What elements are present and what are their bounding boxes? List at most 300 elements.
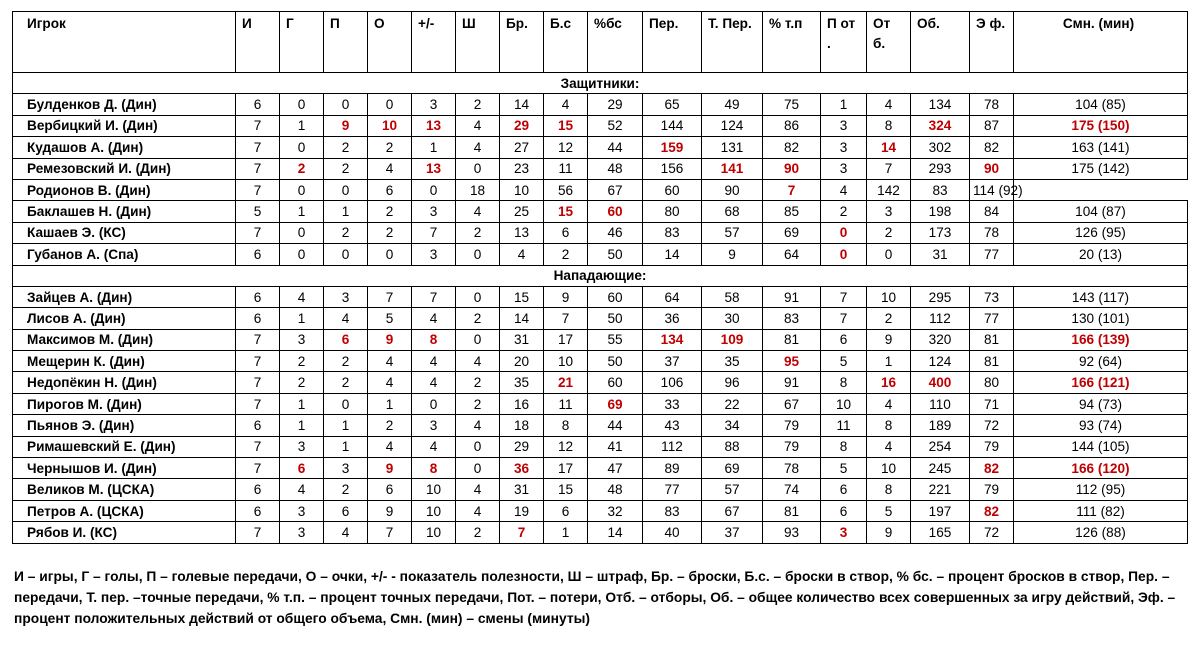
stat-cell: 2 (368, 201, 412, 222)
stat-cell: 44 (588, 137, 643, 158)
player-row (13, 351, 1188, 372)
stat-cell: 3 (324, 458, 368, 479)
header-shot-pct: %бс (588, 12, 643, 73)
stat-cell: 5 (867, 500, 911, 521)
stat-cell: 19 (500, 500, 544, 521)
stat-cell: 0 (324, 393, 368, 414)
stat-cell: 67 (763, 393, 821, 414)
stat-cell: 83 (911, 179, 970, 200)
stat-cell: 15 (544, 115, 588, 136)
stat-cell: 15 (544, 479, 588, 500)
stat-cell: 10 (544, 351, 588, 372)
stat-cell: 81 (970, 351, 1014, 372)
stat-cell: 2 (368, 222, 412, 243)
stat-cell: 7 (236, 137, 280, 158)
stat-cell: 4 (412, 436, 456, 457)
stat-cell: 6 (368, 479, 412, 500)
stat-cell: 4 (456, 351, 500, 372)
stat-cell: 7 (500, 522, 544, 543)
stat-cell: 60 (643, 179, 702, 200)
header-total-actions: Об. (911, 12, 970, 73)
stat-cell: 31 (911, 244, 970, 265)
stat-cell: 77 (970, 308, 1014, 329)
player-name: Ремезовский И. (Дин) (13, 158, 236, 179)
stat-cell: 112 (911, 308, 970, 329)
stat-cell: 15 (544, 201, 588, 222)
stat-cell: 90 (763, 158, 821, 179)
stat-cell: 7 (236, 329, 280, 350)
stat-cell: 302 (911, 137, 970, 158)
stat-cell: 5 (821, 351, 867, 372)
header-accurate-passes: Т. Пер. (702, 12, 763, 73)
stat-cell: 7 (236, 372, 280, 393)
stat-cell: 14 (588, 522, 643, 543)
stat-cell: 37 (643, 351, 702, 372)
stat-cell: 2 (456, 94, 500, 115)
stat-cell: 30 (702, 308, 763, 329)
stat-cell: 4 (544, 94, 588, 115)
stat-cell: 3 (280, 436, 324, 457)
stat-cell: 0 (821, 222, 867, 243)
stat-cell: 0 (867, 244, 911, 265)
stat-cell: 4 (456, 137, 500, 158)
stat-cell: 166 (139) (1014, 329, 1188, 350)
stat-cell: 36 (643, 308, 702, 329)
stat-cell: 4 (368, 158, 412, 179)
stat-cell: 6 (236, 286, 280, 307)
stat-cell: 198 (911, 201, 970, 222)
stat-cell: 93 (763, 522, 821, 543)
stat-cell: 8 (412, 329, 456, 350)
stat-cell: 4 (456, 415, 500, 436)
stat-cell: 11 (821, 415, 867, 436)
stat-cell: 88 (702, 436, 763, 457)
stat-cell: 20 (13) (1014, 244, 1188, 265)
stat-cell: 4 (867, 393, 911, 414)
stat-cell: 2 (324, 158, 368, 179)
player-name: Недопёкин Н. (Дин) (13, 372, 236, 393)
stat-cell: 67 (702, 500, 763, 521)
stat-cell: 1 (280, 393, 324, 414)
stat-cell: 134 (911, 94, 970, 115)
stat-cell: 10 (500, 179, 544, 200)
stat-cell: 64 (643, 286, 702, 307)
player-name: Вербицкий И. (Дин) (13, 115, 236, 136)
stat-cell: 7 (821, 286, 867, 307)
header-row (13, 12, 1188, 73)
player-row (13, 244, 1188, 265)
stat-cell: 9 (544, 286, 588, 307)
stat-cell: 6 (324, 500, 368, 521)
stat-cell: 81 (763, 329, 821, 350)
stat-cell: 0 (456, 458, 500, 479)
player-name: Пьянов Э. (Дин) (13, 415, 236, 436)
stat-cell: 10 (368, 115, 412, 136)
stat-cell: 4 (324, 308, 368, 329)
stat-cell: 29 (588, 94, 643, 115)
stat-cell: 29 (500, 436, 544, 457)
stat-cell: 0 (412, 393, 456, 414)
stat-cell: 0 (368, 244, 412, 265)
stat-cell: 6 (280, 458, 324, 479)
stat-cell: 5 (368, 308, 412, 329)
stat-cell: 25 (500, 201, 544, 222)
stat-cell: 130 (101) (1014, 308, 1188, 329)
stat-cell: 3 (280, 500, 324, 521)
stat-cell: 6 (544, 222, 588, 243)
stat-cell: 9 (324, 115, 368, 136)
section-title: Нападающие: (13, 265, 1188, 286)
player-name: Максимов М. (Дин) (13, 329, 236, 350)
stat-cell: 7 (867, 158, 911, 179)
stat-cell: 7 (821, 308, 867, 329)
stat-cell: 10 (867, 458, 911, 479)
stat-cell: 89 (643, 458, 702, 479)
stat-cell: 254 (911, 436, 970, 457)
stat-cell: 37 (702, 522, 763, 543)
stat-cell: 0 (280, 244, 324, 265)
stat-cell: 50 (588, 308, 643, 329)
header-penalty: Ш (456, 12, 500, 73)
stat-cell: 6 (368, 179, 412, 200)
stat-cell: 9 (702, 244, 763, 265)
stat-cell: 5 (821, 458, 867, 479)
stat-cell: 10 (412, 479, 456, 500)
stat-cell: 4 (280, 286, 324, 307)
stat-cell: 4 (867, 94, 911, 115)
stat-cell: 69 (763, 222, 821, 243)
stat-cell: 14 (500, 94, 544, 115)
stat-cell: 166 (121) (1014, 372, 1188, 393)
stat-cell: 400 (911, 372, 970, 393)
stat-cell: 18 (456, 179, 500, 200)
stat-cell: 3 (821, 115, 867, 136)
stat-cell: 74 (763, 479, 821, 500)
stat-cell: 8 (867, 479, 911, 500)
stat-cell: 90 (970, 158, 1014, 179)
stat-cell: 78 (970, 94, 1014, 115)
stat-cell: 3 (324, 286, 368, 307)
stat-cell: 75 (763, 94, 821, 115)
stat-cell: 9 (368, 329, 412, 350)
player-name: Кашаев Э. (КС) (13, 222, 236, 243)
stat-cell: 0 (456, 158, 500, 179)
player-name: Лисов А. (Дин) (13, 308, 236, 329)
stat-cell: 46 (588, 222, 643, 243)
header-games: И (236, 12, 280, 73)
player-name: Кудашов А. (Дин) (13, 137, 236, 158)
stat-cell: 4 (821, 179, 867, 200)
stat-cell: 29 (500, 115, 544, 136)
player-name: Мещерин К. (Дин) (13, 351, 236, 372)
stat-cell: 0 (324, 179, 368, 200)
player-name: Родионов В. (Дин) (13, 179, 236, 200)
header-efficiency: Э ф. (970, 12, 1014, 73)
stat-cell: 94 (73) (1014, 393, 1188, 414)
player-name: Баклашев Н. (Дин) (13, 201, 236, 222)
stat-cell: 4 (412, 351, 456, 372)
stat-cell: 293 (911, 158, 970, 179)
stat-cell: 2 (324, 222, 368, 243)
stat-cell: 7 (236, 458, 280, 479)
player-row (13, 393, 1188, 414)
header-points: О (368, 12, 412, 73)
stat-cell: 40 (643, 522, 702, 543)
stat-cell: 7 (368, 286, 412, 307)
stat-cell: 2 (456, 393, 500, 414)
player-row (13, 158, 1188, 179)
stat-cell: 50 (588, 351, 643, 372)
stat-cell: 0 (280, 222, 324, 243)
stat-cell: 79 (970, 436, 1014, 457)
stat-cell: 1 (280, 201, 324, 222)
player-name: Зайцев А. (Дин) (13, 286, 236, 307)
stat-cell: 2 (324, 479, 368, 500)
stat-cell: 4 (412, 308, 456, 329)
stat-cell: 112 (643, 436, 702, 457)
stat-cell: 13 (500, 222, 544, 243)
stat-cell: 175 (150) (1014, 115, 1188, 136)
stat-cell: 48 (588, 479, 643, 500)
stat-cell: 93 (74) (1014, 415, 1188, 436)
stat-cell: 3 (412, 415, 456, 436)
stat-cell: 245 (911, 458, 970, 479)
stat-cell: 23 (500, 158, 544, 179)
player-row (13, 500, 1188, 521)
stat-cell: 67 (588, 179, 643, 200)
stat-cell: 6 (821, 500, 867, 521)
header-plus-minus: +/- (412, 12, 456, 73)
stat-cell: 143 (117) (1014, 286, 1188, 307)
stat-cell: 3 (821, 137, 867, 158)
stat-cell: 124 (911, 351, 970, 372)
stat-cell: 86 (763, 115, 821, 136)
stat-cell: 0 (324, 244, 368, 265)
stat-cell: 81 (970, 329, 1014, 350)
stat-cell: 7 (236, 351, 280, 372)
stat-cell: 0 (456, 436, 500, 457)
player-row (13, 458, 1188, 479)
stat-cell: 91 (763, 372, 821, 393)
stat-cell: 84 (970, 201, 1014, 222)
stat-cell: 56 (544, 179, 588, 200)
stat-cell: 10 (821, 393, 867, 414)
stat-cell: 60 (588, 201, 643, 222)
section-title: Защитники: (13, 73, 1188, 94)
header-shots-on-goal: Б.с (544, 12, 588, 73)
stat-cell: 144 (643, 115, 702, 136)
stat-cell: 9 (867, 329, 911, 350)
stat-cell: 12 (544, 436, 588, 457)
stat-cell: 7 (763, 179, 821, 200)
stat-cell: 0 (280, 137, 324, 158)
stat-cell: 2 (867, 308, 911, 329)
stat-cell: 49 (702, 94, 763, 115)
player-row (13, 436, 1188, 457)
stat-cell: 2 (368, 415, 412, 436)
stat-cell: 33 (643, 393, 702, 414)
header-shots: Бр. (500, 12, 544, 73)
player-name: Великов М. (ЦСКА) (13, 479, 236, 500)
player-name: Пирогов М. (Дин) (13, 393, 236, 414)
stat-cell: 197 (911, 500, 970, 521)
stat-cell: 1 (867, 351, 911, 372)
stat-cell: 4 (412, 372, 456, 393)
stat-cell: 82 (763, 137, 821, 158)
stat-cell: 7 (368, 522, 412, 543)
stat-cell: 1 (280, 308, 324, 329)
stat-cell: 44 (588, 415, 643, 436)
stat-cell: 80 (643, 201, 702, 222)
stat-cell: 82 (970, 137, 1014, 158)
stat-cell: 21 (544, 372, 588, 393)
stat-cell: 4 (324, 522, 368, 543)
stats-body (13, 73, 1188, 544)
stat-cell: 79 (970, 479, 1014, 500)
stat-cell: 0 (821, 244, 867, 265)
stat-cell: 10 (412, 500, 456, 521)
stat-cell: 3 (867, 201, 911, 222)
stat-cell: 36 (500, 458, 544, 479)
player-row (13, 522, 1188, 543)
stat-cell: 65 (643, 94, 702, 115)
stat-cell: 7 (236, 522, 280, 543)
stat-cell: 126 (88) (1014, 522, 1188, 543)
stat-cell: 6 (821, 479, 867, 500)
stat-cell: 175 (142) (1014, 158, 1188, 179)
stat-cell: 13 (412, 115, 456, 136)
stat-cell: 7 (236, 393, 280, 414)
player-row (13, 201, 1188, 222)
stat-cell: 77 (970, 244, 1014, 265)
stat-cell: 1 (821, 94, 867, 115)
stat-cell: 50 (588, 244, 643, 265)
stat-cell: 8 (412, 458, 456, 479)
stat-cell: 87 (970, 115, 1014, 136)
stat-cell: 27 (500, 137, 544, 158)
stat-cell: 11 (544, 393, 588, 414)
stat-cell: 2 (280, 372, 324, 393)
player-row (13, 479, 1188, 500)
stat-cell: 60 (588, 372, 643, 393)
stat-cell: 72 (970, 522, 1014, 543)
stat-cell: 4 (456, 479, 500, 500)
stat-cell: 6 (236, 500, 280, 521)
stat-cell: 1 (324, 436, 368, 457)
stat-cell: 3 (412, 94, 456, 115)
stat-cell: 2 (280, 351, 324, 372)
player-name: Чернышов И. (Дин) (13, 458, 236, 479)
section-header-row (13, 265, 1188, 286)
stat-cell: 109 (702, 329, 763, 350)
stat-cell: 17 (544, 458, 588, 479)
stat-cell: 6 (236, 479, 280, 500)
player-row (13, 115, 1188, 136)
stat-cell: 4 (500, 244, 544, 265)
player-row (13, 286, 1188, 307)
player-row (13, 308, 1188, 329)
stat-cell: 73 (970, 286, 1014, 307)
stat-cell: 6 (236, 244, 280, 265)
stat-cell: 96 (702, 372, 763, 393)
stat-cell: 83 (643, 222, 702, 243)
stat-cell: 58 (702, 286, 763, 307)
stat-cell: 69 (702, 458, 763, 479)
header-losses: П от . (821, 12, 867, 73)
stat-cell: 4 (867, 436, 911, 457)
stat-cell: 82 (970, 500, 1014, 521)
stat-cell: 7 (236, 158, 280, 179)
stat-cell: 6 (324, 329, 368, 350)
stat-cell: 41 (588, 436, 643, 457)
player-name: Римашевский Е. (Дин) (13, 436, 236, 457)
stat-cell: 47 (588, 458, 643, 479)
stat-cell: 57 (702, 479, 763, 500)
stat-cell: 7 (412, 286, 456, 307)
stat-cell: 2 (867, 222, 911, 243)
stat-cell: 3 (821, 522, 867, 543)
stat-cell: 2 (324, 372, 368, 393)
stat-cell: 95 (763, 351, 821, 372)
stat-cell: 189 (911, 415, 970, 436)
stat-cell: 14 (643, 244, 702, 265)
stat-cell: 8 (867, 115, 911, 136)
stat-cell: 20 (500, 351, 544, 372)
stat-cell: 43 (643, 415, 702, 436)
stat-cell: 3 (280, 522, 324, 543)
stat-cell: 110 (911, 393, 970, 414)
stat-cell: 2 (324, 137, 368, 158)
stat-cell: 114 (92) (970, 179, 1014, 200)
stat-cell: 15 (500, 286, 544, 307)
stat-cell: 32 (588, 500, 643, 521)
stat-cell: 1 (280, 115, 324, 136)
stat-cell: 2 (456, 308, 500, 329)
stat-cell: 4 (456, 115, 500, 136)
stat-cell: 1 (368, 393, 412, 414)
stat-cell: 81 (763, 500, 821, 521)
stat-cell: 141 (702, 158, 763, 179)
stat-cell: 4 (280, 479, 324, 500)
stat-cell: 4 (368, 372, 412, 393)
stat-cell: 14 (867, 137, 911, 158)
stat-cell: 0 (456, 329, 500, 350)
player-name: Губанов А. (Спа) (13, 244, 236, 265)
stat-cell: 60 (588, 286, 643, 307)
stat-cell: 163 (141) (1014, 137, 1188, 158)
stat-cell: 2 (456, 372, 500, 393)
stat-cell: 68 (702, 201, 763, 222)
stat-cell: 35 (500, 372, 544, 393)
stat-cell: 221 (911, 479, 970, 500)
stat-cell: 57 (702, 222, 763, 243)
stat-cell: 7 (236, 436, 280, 457)
stat-cell: 4 (368, 351, 412, 372)
stat-cell: 1 (412, 137, 456, 158)
stat-cell: 3 (280, 329, 324, 350)
stat-cell: 0 (324, 94, 368, 115)
stat-cell: 77 (643, 479, 702, 500)
header-passes: Пер. (643, 12, 702, 73)
stat-cell: 55 (588, 329, 643, 350)
stat-cell: 31 (500, 329, 544, 350)
player-name: Булденков Д. (Дин) (13, 94, 236, 115)
stat-cell: 79 (763, 415, 821, 436)
stat-cell: 5 (236, 201, 280, 222)
stat-cell: 134 (643, 329, 702, 350)
stat-cell: 13 (412, 158, 456, 179)
player-name: Рябов И. (КС) (13, 522, 236, 543)
